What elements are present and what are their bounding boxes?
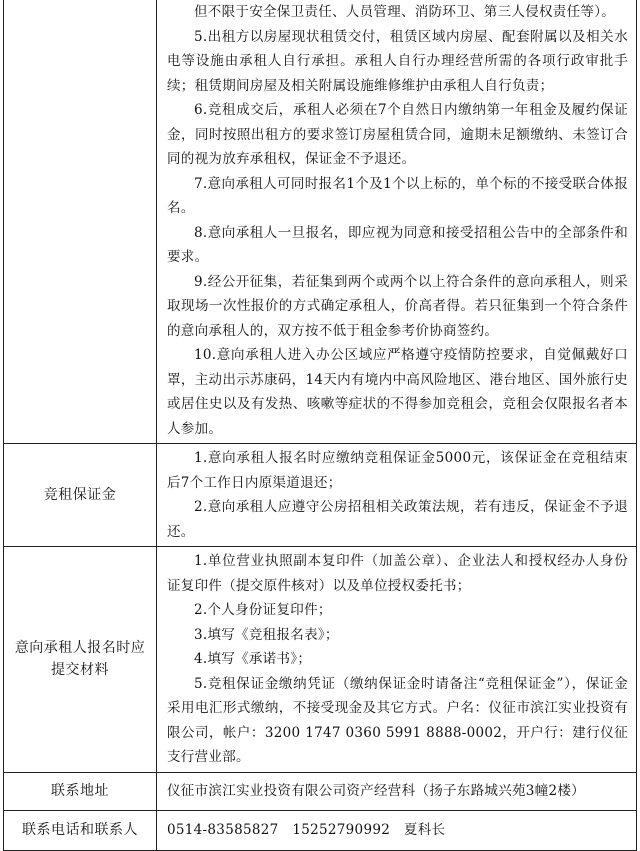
requirements-content	[157, 0, 637, 444]
deposit-content	[157, 444, 637, 547]
materials-content	[157, 547, 637, 773]
requirement-item: 9.经公开征集，若征集到两个或两个以上符合条件的意向承租人，则采取现场一次性报价的方式确定承租人，价高者得。若只征集到一个符合条件的意向承租人的，双方按不低于租金参考价协商签约。	[167, 273, 628, 339]
deposit-item: 1.意向承租人报名时应缴纳竞租保证金5000元，该保证金在竞租结束后7个工作日内原渠道退还；	[167, 450, 628, 491]
contact-value: 0514-83585827 15252790992 夏科长	[157, 810, 637, 850]
material-item: 3.填写《竞租报名表》；	[194, 626, 339, 643]
materials-row	[4, 547, 637, 773]
address-row	[4, 772, 637, 810]
requirements-row	[4, 0, 637, 444]
material-item: 1.单位营业执照副本复印件（加盖公章）、企业法人和授权经办人身份证复印件（提交原件核对）以及单位授权委托书；	[167, 553, 628, 594]
requirements-label-cell	[4, 0, 157, 444]
contact-row	[4, 810, 637, 850]
deposit-item: 2.意向承租人应遵守公房招租相关政策法规，若有违反，保证金不予退还。	[167, 499, 628, 540]
lease-terms-table	[3, 0, 637, 851]
deposit-row	[4, 444, 637, 547]
material-item: 2.个人身份证复印件；	[194, 602, 332, 618]
materials-label: 意向承租人报名时应提交材料	[4, 547, 157, 773]
requirement-item: 10.意向承租人进入办公区域应严格遵守疫情防控要求，自觉佩戴好口罩，主动出示苏康码，14天内有境内中高风险地区、港台地区、国外旅行史或居住史以及有发热、咳嗽等症状的不得参加竞租会，竞租会仅限报名者本人参加。	[167, 347, 628, 437]
requirement-item: 5.出租方以房屋现状租赁交付，租赁区域内房屋、配套附属以及相关水电等设施由承租人自行承担。承租人自行办理经营所需的各项行政审批手续；租赁期间房屋及相关附属设施维修维护由承租人自行负责；	[167, 28, 628, 94]
deposit-label: 竞租保证金	[4, 444, 157, 547]
requirement-item: 6.竞租成交后，承租人必须在7个自然日内缴纳第一年租金及履约保证金，同时按照出租方的要求签订房屋租赁合同，逾期未足额缴纳、未签订合同的视为放弃承租权，保证金不予退还。	[167, 102, 628, 167]
address-value: 仪征市滨江实业投资有限公司资产经营科（扬子东路城兴苑3幢2楼）	[157, 772, 637, 810]
material-item: 5.竞租保证金缴纳凭证（缴纳保证金时请备注“竞租保证金”），保证金采用电汇形式缴纳，不接受现金及其它方式。户名：仪征市滨江实业投资有限公司，帐户：3200 1747 0360 5991 8888-0002，开户行：建行仪征支行营业部。	[167, 675, 628, 765]
requirement-item: 但不限于安全保卫责任、人员管理、消防环卫、第三人侵权责任等）。	[194, 4, 616, 20]
material-item: 4.填写《承诺书》；	[194, 651, 312, 667]
requirement-item: 7.意向承租人可同时报名1个及1个以上标的，单个标的不接受联合体报名。	[167, 175, 628, 216]
requirement-item: 8.意向承租人一旦报名，即应视为同意和接受招租公告中的全部条件和要求。	[167, 224, 628, 265]
contact-label: 联系电话和联系人	[4, 810, 157, 850]
address-label: 联系地址	[4, 772, 157, 810]
